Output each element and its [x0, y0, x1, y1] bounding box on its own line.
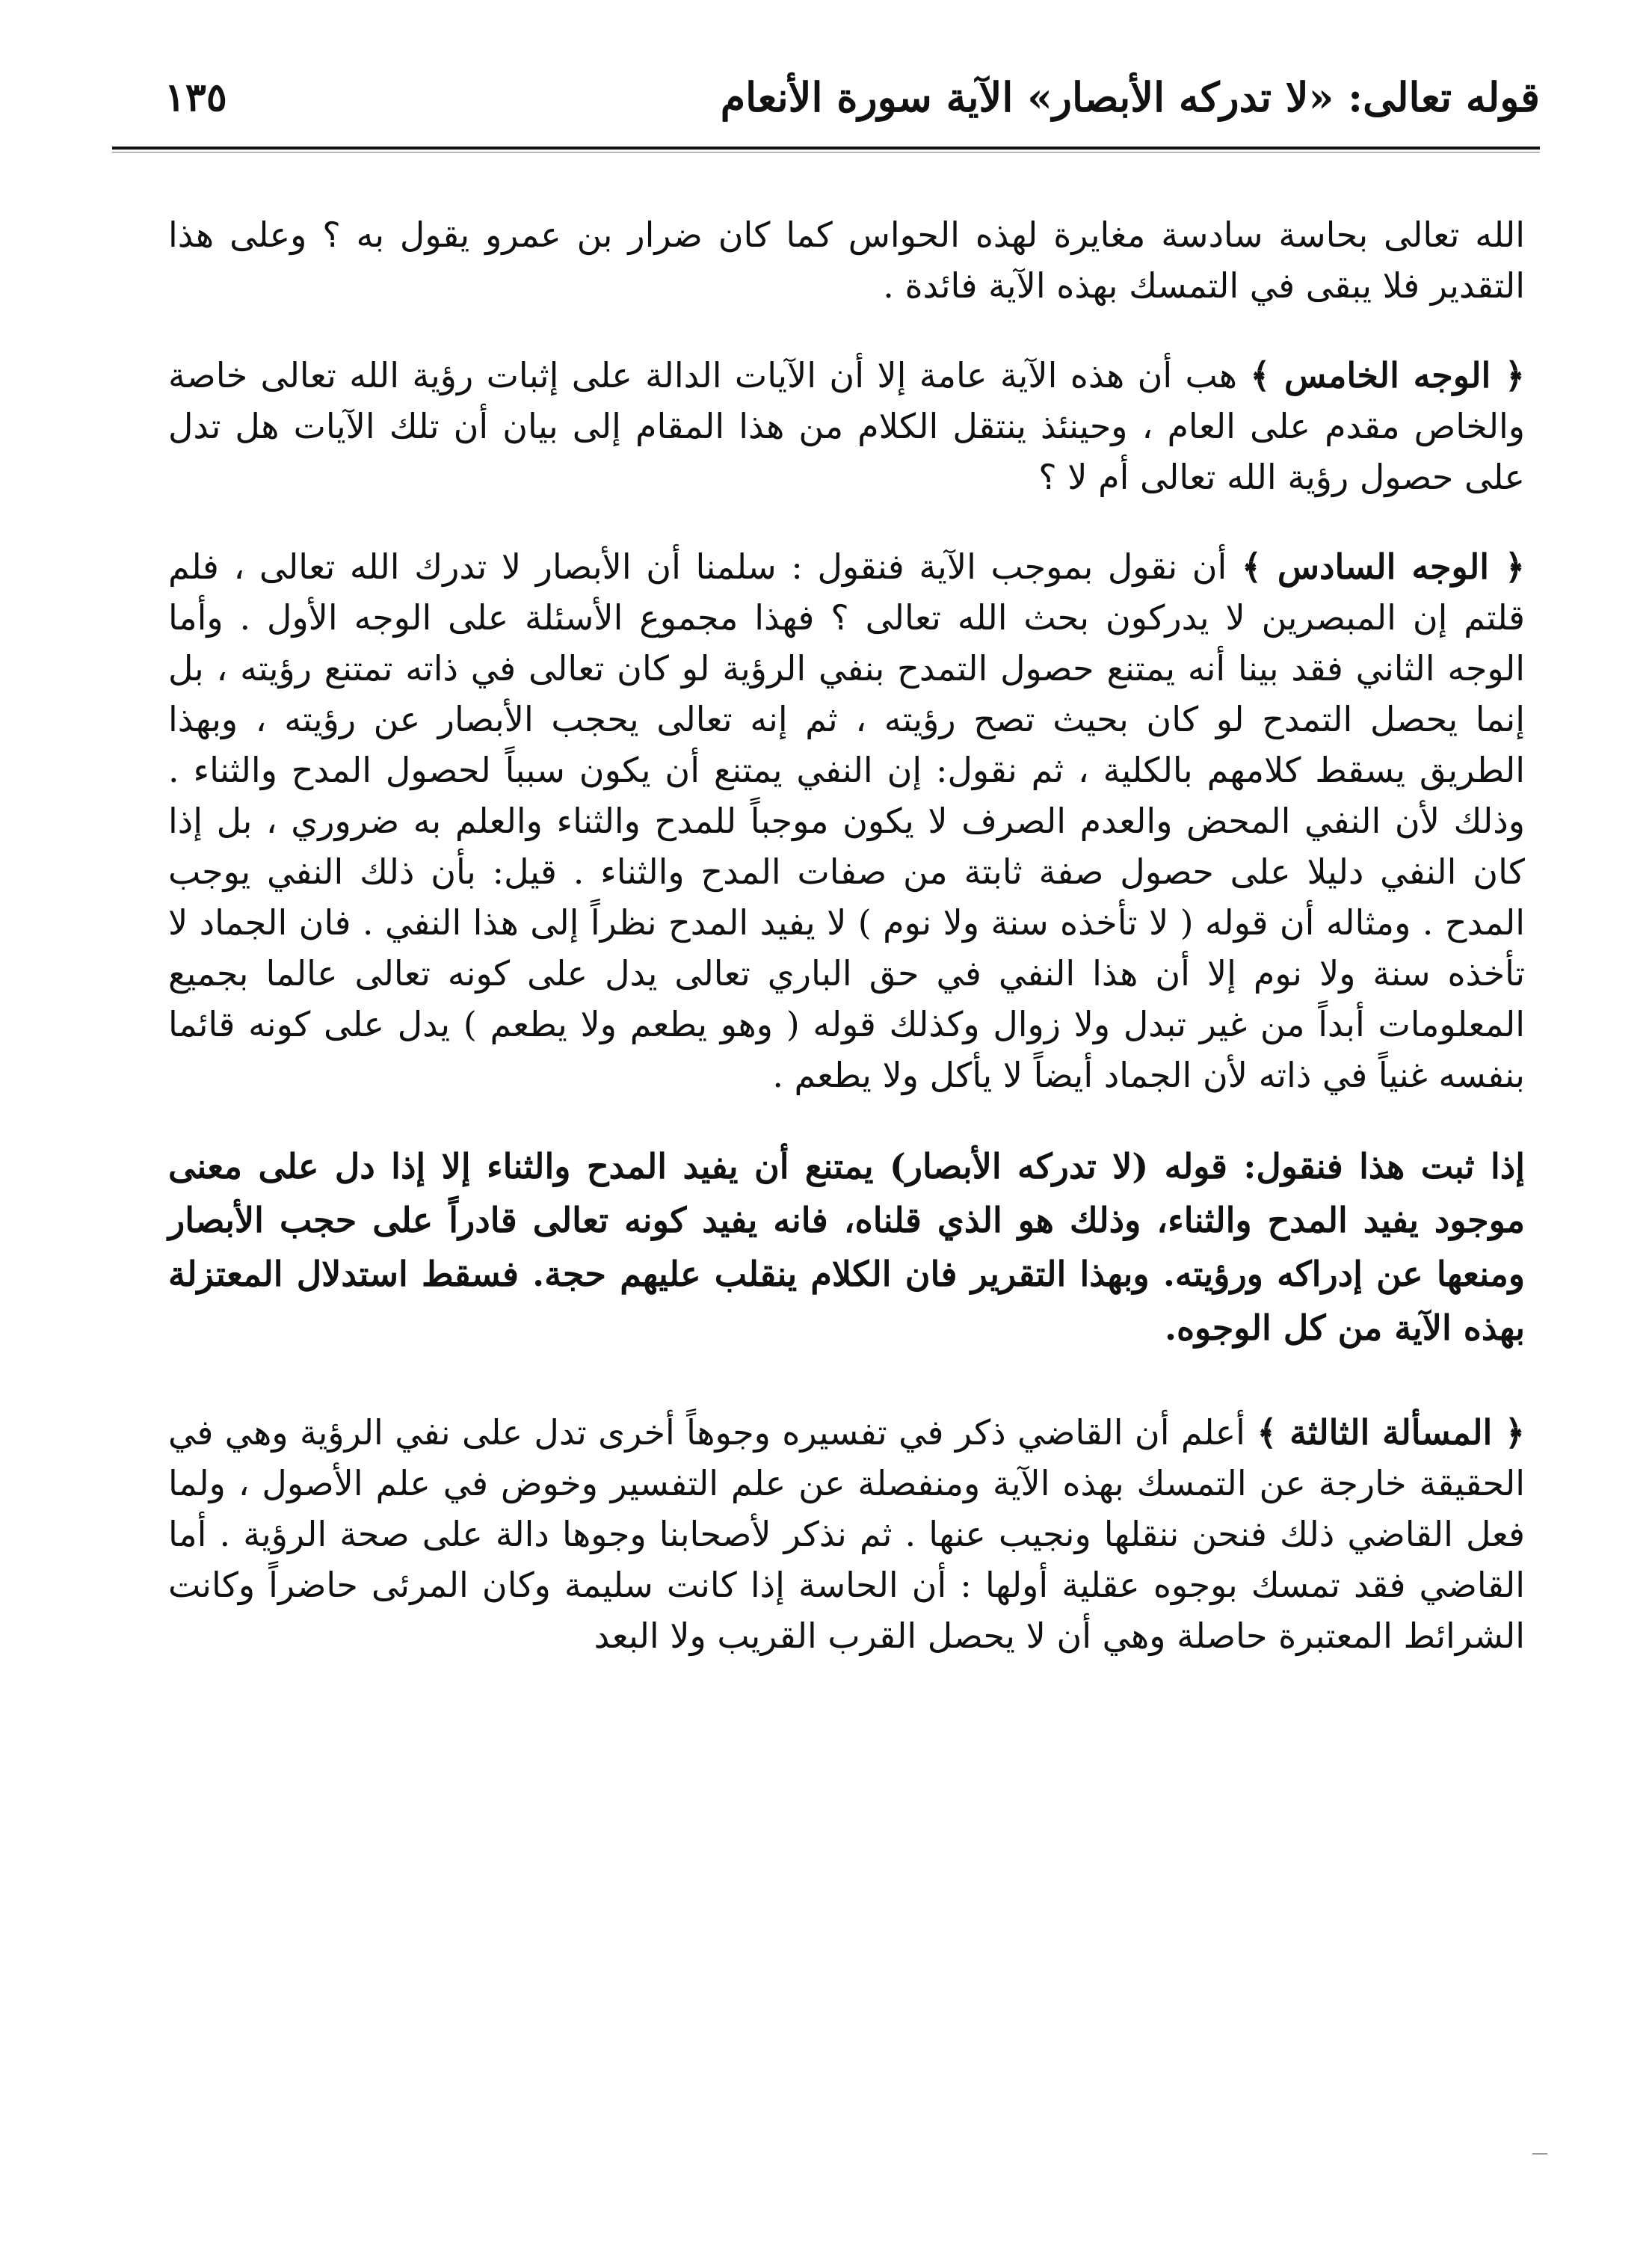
- paragraph-sixth-aspect: [168, 541, 1525, 1100]
- paragraph-fifth-aspect: [168, 350, 1525, 502]
- header-title: قوله تعالى: «لا تدركه الأبصار» الآية سورة الأنعام: [720, 73, 1540, 121]
- paragraph-text: أن نقول بموجب الآية فنقول : سلمنا أن الأبصار لا تدرك الله تعالى ، فلم قلتم إن المبصرين لا يدركون بحث الله تعالى ؟ فهذا مجموع الأسئلة على الوجه الأول . وأما الوجه الثاني فقد بينا أنه يمتنع حصول التمدح بنفي الرؤية لو كان تعالى في ذاته تمتنع رؤيته ، بل إنما يحصل التمدح لو كان بحيث تصح رؤيته ، ثم إنه تعالى يحجب الأبصار عن رؤيته ، وبهذا الطريق يسقط كلامهم بالكلية ، ثم نقول: إن النفي يمتنع أن يكون سبباً لحصول المدح والثناء . وذلك لأن النفي المحض والعدم الصرف لا يكون موجباً للمدح والثناء والعلم به ضروري ، بل إذا كان النفي دليلا على حصول صفة ثابتة من صفات المدح والثناء . قيل: بأن ذلك النفي يوجب المدح . ومثاله أن قوله ( لا تأخذه سنة ولا نوم ) لا يفيد المدح نظراً إلى هذا النفي . فان الجماد لا تأخذه سنة ولا نوم إلا أن هذا النفي في حق الباري تعالى يدل على كونه تعالى عالما بجميع المعلومات أبداً من غير تبدل ولا زوال وكذلك قوله ( وهو يطعم ولا يطعم ) يدل على كونه قائما بنفسه غنياً في ذاته لأن الجماد أيضاً لا يأكل ولا يطعم .: [168, 546, 1525, 1095]
- running-header: [112, 67, 1540, 150]
- paragraph-text: أعلم أن القاضي ذكر في تفسيره وجوهاً أخرى تدل على نفي الرؤية وهي في الحقيقة خارجة عن التمسك بهذه الآية ومنفصلة عن علم التفسير وخوض في علم الأصول ، ولما فعل القاضي ذلك فنحن ننقلها ونجيب عنها . ثم نذكر لأصحابنا وجوها دالة على صحة الرؤية . أما القاضي فقد تمسك بوجوه عقلية أولها : أن الحاسة إذا كانت سليمة وكان المرئى حاضراً وكانت الشرائط المعتبرة حاصلة وهي أن لا يحصل القرب القريب ولا البعد: [168, 1412, 1525, 1656]
- paragraph-text: هب أن هذه الآية عامة إلا أن الآيات الدالة على إثبات رؤية الله تعالى خاصة والخاص مقدم على العام ، وحينئذ ينتقل الكلام من هذا المقام إلى بيان أن تلك الآيات هل تدل على حصول رؤية الله تعالى أم لا ؟: [168, 355, 1525, 497]
- paragraph-text: الله تعالى بحاسة سادسة مغايرة لهذه الحواس كما كان ضرار بن عمرو يقول به ؟ وعلى هذا التقدير فلا يبقى في التمسك بهذه الآية فائدة .: [168, 215, 1525, 306]
- section-heading: ﴿ المسألة الثالثة ﴾: [1257, 1412, 1525, 1453]
- paragraph-third-issue: [168, 1407, 1525, 1661]
- paragraph-continuation: [168, 209, 1525, 311]
- paragraph-text: إذا ثبت هذا فنقول: قوله (لا تدركه الأبصار) يمتنع أن يفيد المدح والثناء إلا إذا دل على معنى موجود يفيد المدح والثناء، وذلك هو الذي قلناه، فانه يفيد كونه تعالى قادراً على حجب الأبصار ومنعها عن إدراكه ورؤيته. وبهذا التقرير فان الكلام ينقلب عليهم حجة. فسقط استدلال المعتزلة بهذه الآية من كل الوجوه.: [168, 1146, 1525, 1348]
- page-body: [168, 209, 1525, 1700]
- header-rule: [112, 147, 1540, 150]
- scan-mark: [1532, 2153, 1547, 2155]
- section-heading: ﴿ الوجه الخامس ﴾: [1250, 355, 1525, 395]
- section-heading: ﴿ الوجه السادس ﴾: [1241, 546, 1526, 587]
- page-number: ١٣٥: [164, 75, 227, 120]
- header-rule-thin: [112, 152, 1540, 153]
- paragraph-conclusion: [168, 1139, 1525, 1355]
